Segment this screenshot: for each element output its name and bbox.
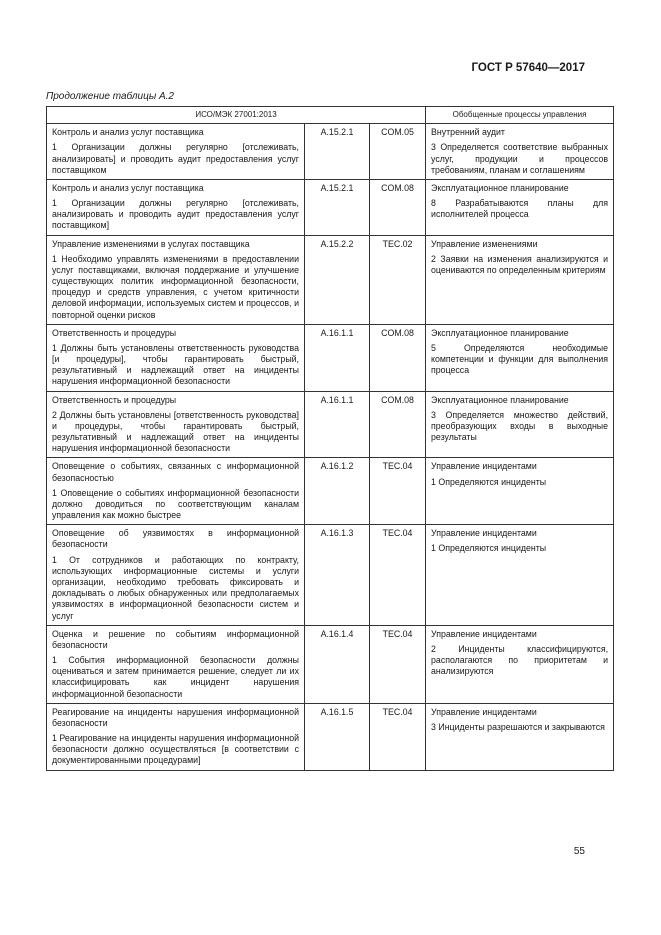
process-text: 2 Инциденты классифицируются, располагаются по приоритетам и анализируются [431,643,609,677]
clause-cell: A.16.1.5 [305,703,370,770]
process-cell [426,525,614,625]
process-title: Управление инцидентами [431,628,537,639]
table-caption: Продолжение таблицы А.2 [46,91,174,102]
process-text: 3 Определяется множество действий, преобразующих входы в выходные результаты [431,409,609,443]
process-code-cell: TEC.04 [370,625,426,703]
process-cell [426,391,614,458]
requirement-title: Ответственность и процедуры [52,394,177,405]
requirement-cell [47,324,305,391]
clause-cell: A.15.2.2 [305,235,370,324]
requirement-cell [47,458,305,525]
process-code-cell: COM.08 [370,179,426,235]
process-title: Эксплуатационное планирование [431,182,569,193]
process-code-cell: COM.08 [370,391,426,458]
process-text: 2 Заявки на изменения анализируются и оцениваются по определенным критериям [431,253,609,275]
process-title: Управление инцидентами [431,461,537,472]
process-text: 5 Определяются необходимые компетенции и функции для выполнения процесса [431,342,609,376]
clause-cell: A.16.1.2 [305,458,370,525]
table-row [47,625,614,703]
process-cell [426,458,614,525]
process-title: Внутренний аудит [431,127,505,138]
table-row [47,324,614,391]
requirement-title: Ответственность и процедуры [52,327,177,338]
clause-cell: A.16.1.1 [305,391,370,458]
requirement-cell [47,124,305,180]
clause-cell: A.15.2.1 [305,179,370,235]
requirement-text: 1 Должны быть установлены ответственность руководства [и процедуры], чтобы гарантировать быстрый, результативный и надлежащий ответ на инциденты нарушения информационной безопасности [52,342,299,387]
requirement-title: Оценка и решение по событиям информационной безопасности [52,628,299,650]
requirement-title: Оповещение о событиях, связанных с информационной безопасностью [52,461,299,483]
process-title: Управление инцидентами [431,706,537,717]
process-title: Управление изменениями [431,238,538,249]
requirement-title: Управление изменениями в услугах поставщика [52,238,250,249]
table-row [47,179,614,235]
requirement-text: 1 Оповещение о событиях информационной безопасности должно доводиться по соответствующим каналам управления как можно быстрее [52,487,299,521]
requirement-cell [47,625,305,703]
process-cell [426,625,614,703]
requirement-cell [47,525,305,625]
process-title: Эксплуатационное планирование [431,327,569,338]
column-header-processes: Обобщенные процессы управления [426,107,614,124]
process-text: 8 Разрабатываются планы для исполнителей процесса [431,198,609,220]
requirement-title: Реагирование на инциденты нарушения информационной безопасности [52,706,299,728]
table-row [47,124,614,180]
requirement-cell [47,703,305,770]
table-header-row [47,107,614,124]
process-cell [426,235,614,324]
process-text: 1 Определяются инциденты [431,543,547,554]
process-code-cell: TEC.04 [370,703,426,770]
requirement-text: 1 Необходимо управлять изменениями в предоставлении услуг поставщиками, включая поддержание и улучшение существующих политик информационной безопасности, процедур и средств управления, с учетом критичности деловой информации, используемых систем и процессов, и повторной оценки рисков [52,253,299,320]
clause-cell: A.16.1.3 [305,525,370,625]
requirement-text: 1 Организации должны регулярно [отслеживать, анализировать] и проводить аудит предоставления услуг поставщиком [52,142,299,175]
table-row [47,703,614,770]
clause-cell: A.16.1.1 [305,324,370,391]
requirement-text: 1 Организации должны регулярно [отслеживать, анализировать и проводить аудит предоставления услуг поставщиком] [52,198,299,231]
requirement-text: 1 От сотрудников и работающих по контракту, использующих информационные системы и услуги организации, необходимо требовать фиксировать и докладывать о любых обнаруженных или предполагаемых уязвимостях в информационной безопасности систем и услуг [52,554,299,621]
process-text: 3 Инциденты разрешаются и закрываются [431,721,605,732]
requirement-title: Контроль и анализ услуг поставщика [52,127,204,138]
column-header-iso: ИСО/МЭК 27001:2013 [47,107,426,124]
process-title: Эксплуатационное планирование [431,394,569,405]
process-cell [426,324,614,391]
table-row [47,235,614,324]
table-row [47,458,614,525]
requirement-text: 1 События информационной безопасности должны оцениваться и затем принимается решение, следует ли их классифицировать как инцидент нарушения информационной безопасности [52,655,299,699]
process-cell [426,703,614,770]
process-cell [426,179,614,235]
document-standard-header: ГОСТ Р 57640—2017 [471,62,585,74]
process-code-cell: COM.08 [370,324,426,391]
requirement-text: 2 Должны быть установлены [ответственность руководства] и процедуры, чтобы гарантировать быстрый, результативный и надлежащий ответ на инциденты нарушения информационной безопасности [52,409,299,454]
process-code-cell: TEC.02 [370,235,426,324]
process-text: 1 Определяются инциденты [431,476,547,487]
process-code-cell: COM.05 [370,124,426,180]
requirement-title: Контроль и анализ услуг поставщика [52,182,204,193]
process-code-cell: TEC.04 [370,458,426,525]
clause-cell: A.16.1.4 [305,625,370,703]
table-body [47,124,614,770]
process-title: Управление инцидентами [431,528,537,539]
process-code-cell: TEC.04 [370,525,426,625]
table-row [47,391,614,458]
requirement-cell [47,391,305,458]
mapping-table [46,106,614,771]
table-row [47,525,614,625]
page-number: 55 [573,846,585,857]
process-text: 3 Определяется соответствие выбранных услуг, продукции и процессов требованиям, планам и соглашениям [431,142,609,175]
requirement-title: Оповещение об уязвимостях в информационной безопасности [52,528,299,550]
requirement-cell [47,235,305,324]
requirement-cell [47,179,305,235]
clause-cell: A.15.2.1 [305,124,370,180]
requirement-text: 1 Реагирование на инциденты нарушения информационной безопасности должно осуществляться [в соответствии с документированными процедурами] [52,733,299,766]
process-cell [426,124,614,180]
